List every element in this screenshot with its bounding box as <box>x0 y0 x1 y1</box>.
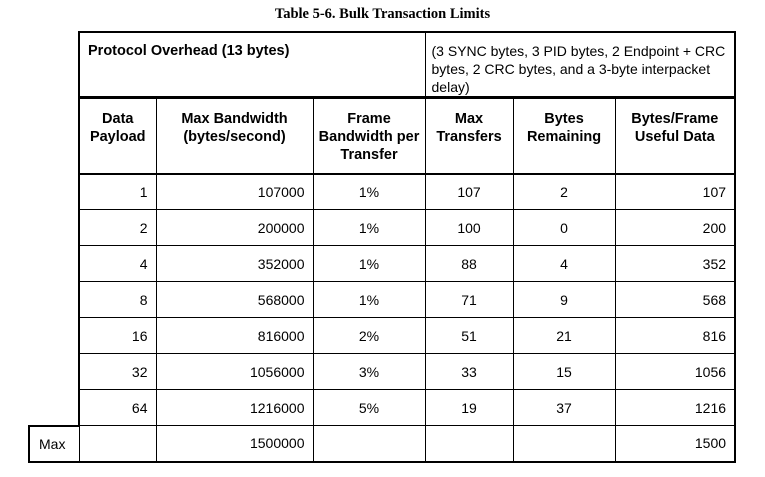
bulk-transaction-limits-table <box>28 31 736 463</box>
cell-max-transfers: 100 <box>425 210 513 246</box>
cell-frame-bandwidth: 1% <box>313 246 425 282</box>
cell-frame-bandwidth: 3% <box>313 354 425 390</box>
cell-max-bandwidth: 816000 <box>156 318 313 354</box>
cell-max-transfers: 33 <box>425 354 513 390</box>
cell-frame-bandwidth: 1% <box>313 174 425 210</box>
table-row <box>29 354 735 390</box>
header-bytes-remaining: Bytes Remaining <box>513 98 615 174</box>
max-bytes-remaining-cell <box>513 426 615 462</box>
cell-bytes-remaining: 4 <box>513 246 615 282</box>
blank-cell <box>29 390 79 426</box>
cell-frame-bandwidth: 2% <box>313 318 425 354</box>
blank-cell <box>29 354 79 390</box>
cell-max-bandwidth: 352000 <box>156 246 313 282</box>
blank-cell <box>29 210 79 246</box>
max-transfers-cell <box>425 426 513 462</box>
cell-data-payload: 8 <box>79 282 156 318</box>
cell-data-payload: 16 <box>79 318 156 354</box>
cell-max-bandwidth: 1216000 <box>156 390 313 426</box>
cell-frame-bandwidth: 1% <box>313 282 425 318</box>
cell-useful-data: 352 <box>615 246 735 282</box>
cell-useful-data: 568 <box>615 282 735 318</box>
cell-max-bandwidth: 1056000 <box>156 354 313 390</box>
max-frame-bandwidth-cell <box>313 426 425 462</box>
cell-useful-data: 200 <box>615 210 735 246</box>
table-row <box>29 390 735 426</box>
cell-useful-data: 816 <box>615 318 735 354</box>
blank-cell <box>29 174 79 210</box>
cell-data-payload: 4 <box>79 246 156 282</box>
header-max-bandwidth: Max Bandwidth (bytes/second) <box>156 98 313 174</box>
table-row <box>29 246 735 282</box>
protocol-overhead-row <box>29 32 735 98</box>
cell-useful-data: 107 <box>615 174 735 210</box>
cell-max-transfers: 19 <box>425 390 513 426</box>
cell-frame-bandwidth: 1% <box>313 210 425 246</box>
cell-bytes-remaining: 0 <box>513 210 615 246</box>
header-row <box>29 98 735 174</box>
cell-bytes-remaining: 2 <box>513 174 615 210</box>
cell-data-payload: 2 <box>79 210 156 246</box>
cell-useful-data: 1216 <box>615 390 735 426</box>
cell-max-transfers: 51 <box>425 318 513 354</box>
table-row <box>29 210 735 246</box>
cell-bytes-remaining: 37 <box>513 390 615 426</box>
cell-max-transfers: 71 <box>425 282 513 318</box>
blank-cell <box>29 32 79 98</box>
cell-bytes-remaining: 9 <box>513 282 615 318</box>
cell-max-transfers: 88 <box>425 246 513 282</box>
table-row <box>29 318 735 354</box>
cell-max-bandwidth: 200000 <box>156 210 313 246</box>
max-bandwidth-value: 1500000 <box>156 426 313 462</box>
blank-cell <box>29 246 79 282</box>
table-row <box>29 282 735 318</box>
cell-max-bandwidth: 568000 <box>156 282 313 318</box>
max-label: Max <box>29 426 79 462</box>
blank-cell <box>29 318 79 354</box>
cell-useful-data: 1056 <box>615 354 735 390</box>
header-useful-data: Bytes/Frame Useful Data <box>615 98 735 174</box>
cell-data-payload: 32 <box>79 354 156 390</box>
header-data-payload: Data Payload <box>79 98 156 174</box>
cell-bytes-remaining: 15 <box>513 354 615 390</box>
protocol-overhead-description: (3 SYNC bytes, 3 PID bytes, 2 Endpoint + CRC bytes, 2 CRC bytes, and a 3-byte interpacket delay) <box>425 32 735 98</box>
max-useful-data-value: 1500 <box>615 426 735 462</box>
blank-cell <box>29 282 79 318</box>
header-frame-bandwidth: Frame Bandwidth per Transfer <box>313 98 425 174</box>
cell-bytes-remaining: 21 <box>513 318 615 354</box>
cell-max-transfers: 107 <box>425 174 513 210</box>
table-caption: Table 5-6. Bulk Transaction Limits <box>274 6 491 22</box>
max-row <box>29 426 735 462</box>
blank-cell <box>29 98 79 174</box>
protocol-overhead-label: Protocol Overhead (13 bytes) <box>79 32 425 98</box>
cell-max-bandwidth: 107000 <box>156 174 313 210</box>
table-row <box>29 174 735 210</box>
max-payload-cell <box>79 426 156 462</box>
cell-data-payload: 1 <box>79 174 156 210</box>
cell-frame-bandwidth: 5% <box>313 390 425 426</box>
header-max-transfers: Max Transfers <box>425 98 513 174</box>
cell-data-payload: 64 <box>79 390 156 426</box>
